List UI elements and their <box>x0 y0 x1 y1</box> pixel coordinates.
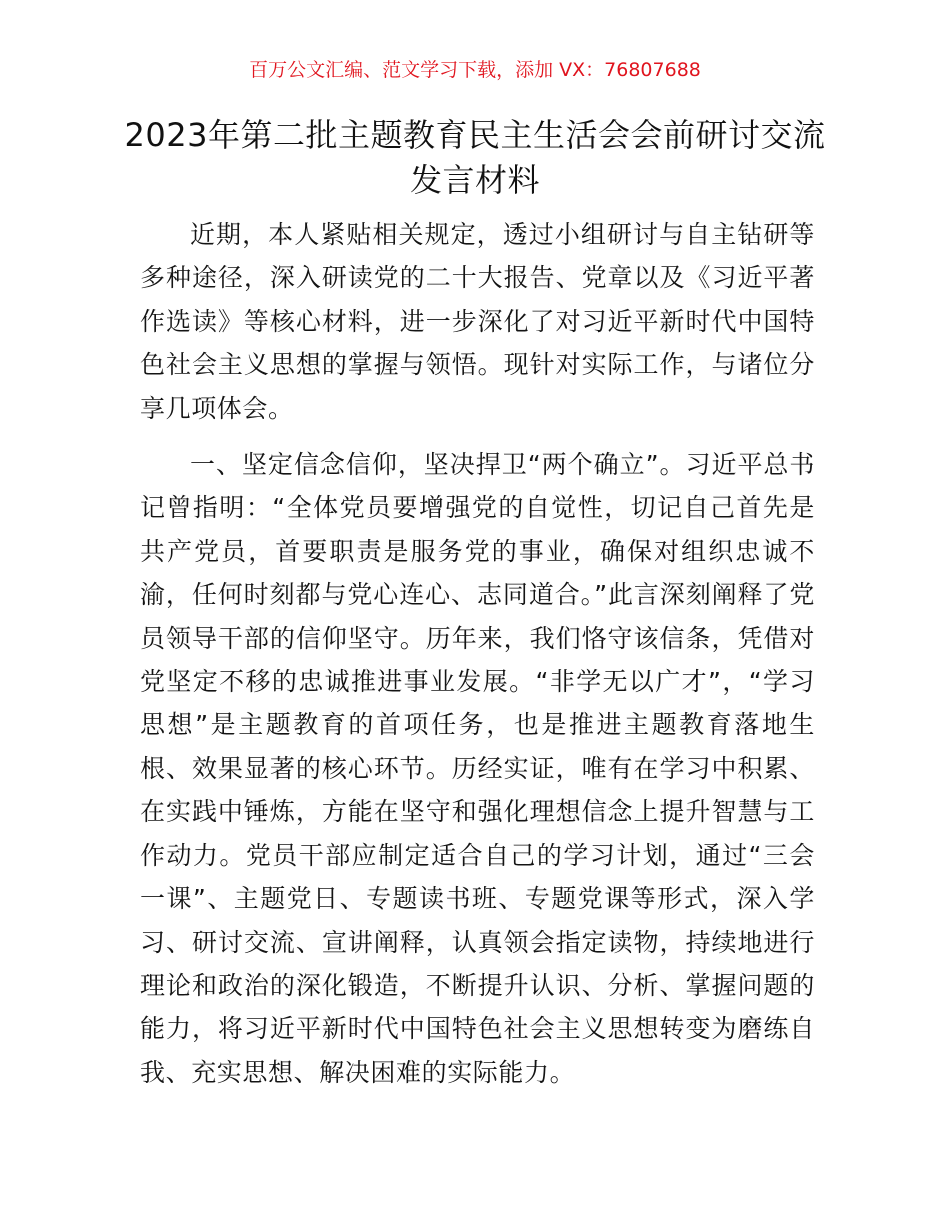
header-banner: 百万公文汇编、范文学习下载，添加 VX：76807688 <box>249 59 701 81</box>
intro-paragraph: 近期，本人紧贴相关规定，透过小组研讨与自主钻研等多种途径，深入研读党的二十大报告、党章以及《习近平著作选读》等核心材料，进一步深化了对习近平新时代中国特色社会主义思想的掌握与领悟。现针对实际工作，与诸位分享几项体会。 <box>140 220 815 423</box>
section-one-paragraph: 一、坚定信念信仰，坚决捍卫“两个确立”。习近平总书记曾指明：“全体党员要增强党的自觉性，切记自己首先是共产党员，首要职责是服务党的事业，确保对组织忠诚不渝，任何时刻都与党心连心、志同道合。”此言深刻阐释了党员领导干部的信仰坚守。历年来，我们恪守该信条，凭借对党坚定不移的忠诚推进事业发展。“非学无以广才”，“学习思想”是主题教育的首项任务，也是推进主题教育落地生根、效果显著的核心环节。历经实证，唯有在学习中积累、在实践中锤炼，方能在坚守和强化理想信念上提升智慧与工作动力。党员干部应制定适合自己的学习计划，通过“三会一课”、主题党日、专题读书班、专题党课等形式，深入学习、研讨交流、宣讲阐释，认真领会指定读物，持续地进行理论和政治的深化锻造，不断提升认识、分析、掌握问题的能力，将习近平新时代中国特色社会主义思想转变为磨练自我、充实思想、解决困难的实际能力。 <box>140 450 815 1087</box>
document-body <box>140 213 815 1107</box>
document-title: 2023年第二批主题教育民主生活会会前研讨交流发言材料 <box>124 116 826 199</box>
